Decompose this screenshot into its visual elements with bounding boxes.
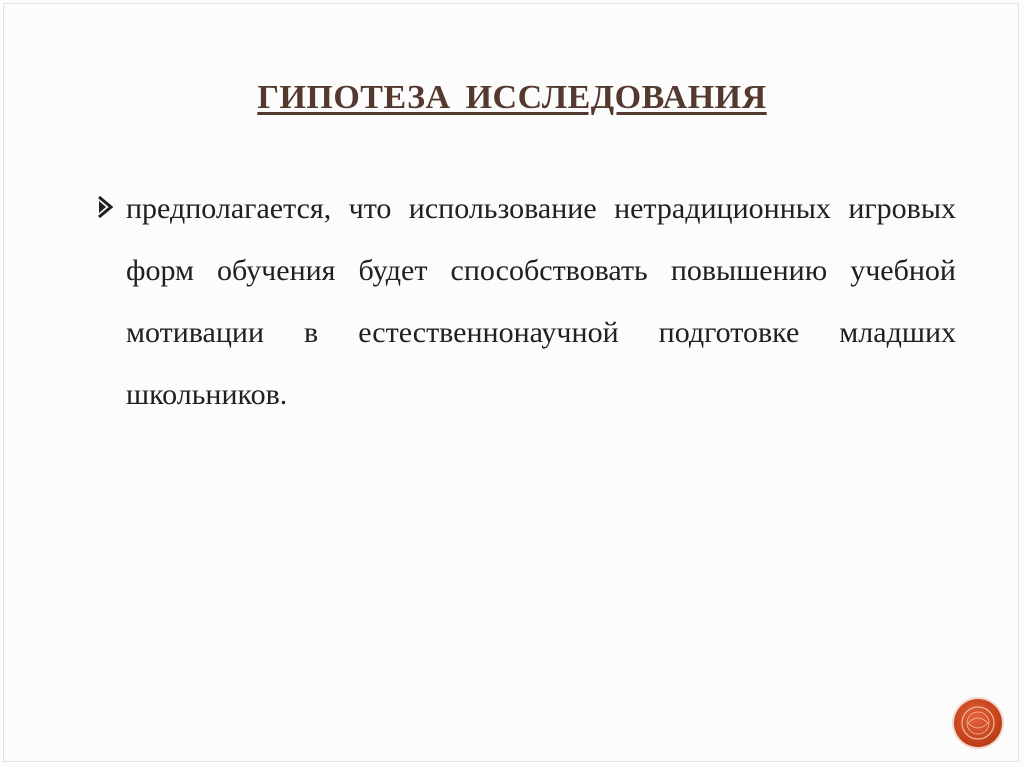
slide-content: [94, 178, 956, 426]
circle-ornament-icon: [954, 699, 1002, 747]
arrow-bullet-icon: [96, 195, 116, 219]
bullet-text: предполагается, что использование нетрадиционных игровых форм обучения будет способствовать повышению учебной мотивации в естественнонаучной подготовке младших школьников.: [126, 192, 956, 411]
slide-title: ГИПОТЕЗА ИССЛЕДОВАНИЯ: [257, 79, 767, 116]
bullet-item: [94, 178, 956, 426]
